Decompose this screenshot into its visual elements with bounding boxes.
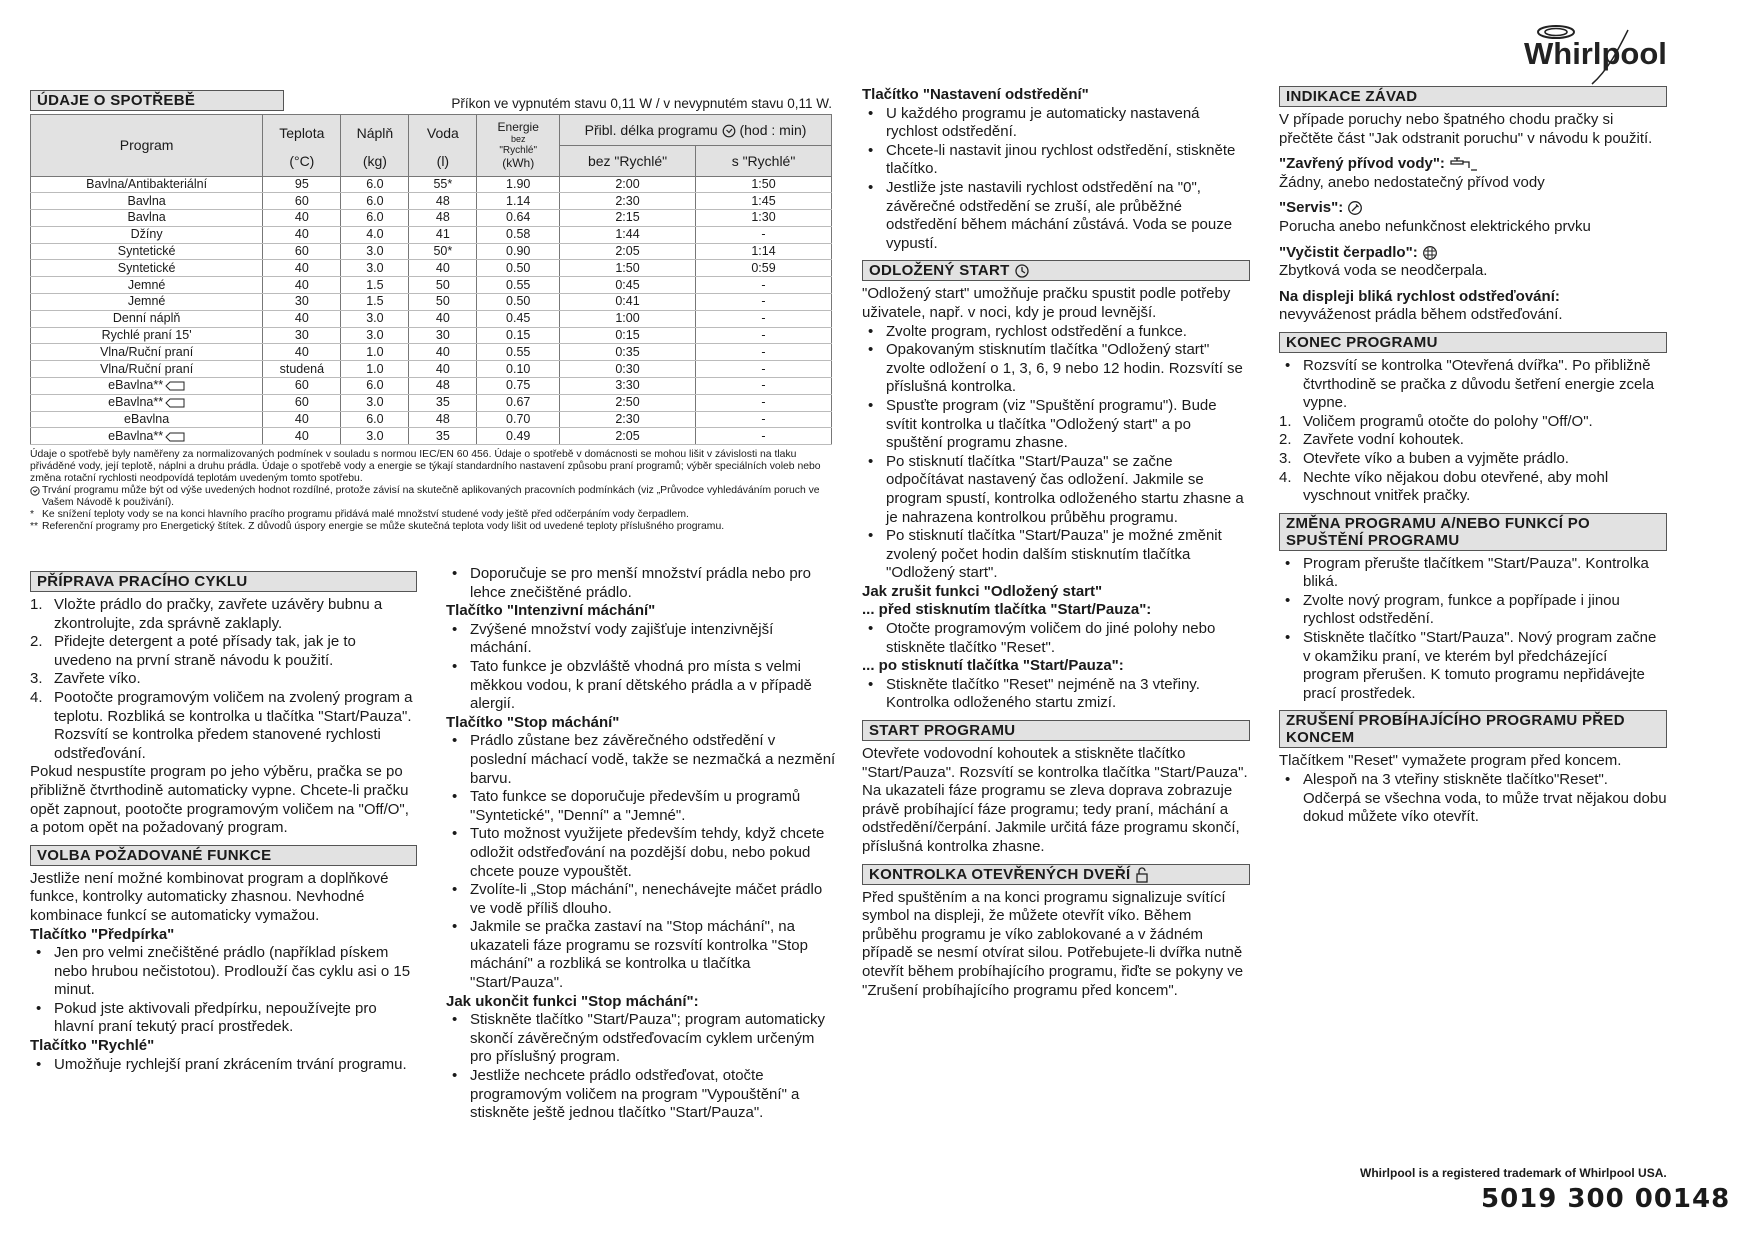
- bullet-item: • Stiskněte tlačítko "Start/Pauza". Nový program začne v okamžiku praní, ve kterém byl předcházející program přerušen. K tomuto programu nepřidávejte prací prostředek.: [1303, 629, 1667, 703]
- table-cell: 48: [409, 193, 477, 210]
- table-cell: 3.0: [341, 260, 409, 277]
- table-cell: 95: [263, 176, 341, 193]
- table-row: [31, 411, 832, 428]
- col3: [862, 86, 1250, 1000]
- table-cell: 1.90: [477, 176, 560, 193]
- volba-intro: Jestliže není možné kombinovat program a doplňkové funkce, kontrolky automaticky zhasnou. Nevhodné kombinace funkcí se automaticky vymažou.: [30, 869, 389, 924]
- rychle-list: [30, 1056, 417, 1075]
- bullet-item: • Po stisknutí tlačítka "Start/Pauza" se začne odpočítávat nastavený čas odložení. Jakmile se program spustí, kontrolka odloženého startu zhasne a je nahrazena kontrolkou průběhu programu.: [886, 453, 1250, 527]
- odstredeni-list: [862, 105, 1250, 254]
- table-cell: 0.75: [477, 378, 560, 395]
- step-number: 1.: [1279, 412, 1292, 430]
- bullet-item: • Zvolte nový program, funkce a popřípade i jinou rychlost odstředění.: [1303, 592, 1667, 629]
- table-cell: 60: [263, 243, 341, 260]
- pump-filter-icon: [1422, 245, 1438, 261]
- servis-head: "Servis":: [1279, 199, 1344, 217]
- th-without-fast: bez "Rychlé": [560, 146, 696, 177]
- table-cell: 0:59: [696, 260, 832, 277]
- table-cell: 0:15: [560, 327, 696, 344]
- table-cell: 0.45: [477, 310, 560, 327]
- table-row: [31, 210, 832, 227]
- table-cell: 0.70: [477, 411, 560, 428]
- table-cell: 40: [263, 277, 341, 294]
- door-lock-icon: [1135, 867, 1149, 883]
- table-cell: 2:50: [560, 394, 696, 411]
- table-cell: 0.55: [477, 277, 560, 294]
- table-cell: 40: [263, 411, 341, 428]
- table-cell: 40: [263, 210, 341, 227]
- note-doublestar: [30, 521, 830, 533]
- table-cell: -: [696, 344, 832, 361]
- table-cell: 1.0: [341, 361, 409, 378]
- table-cell: -: [696, 378, 832, 395]
- table-cell: 6.0: [341, 378, 409, 395]
- predpirka-list: [30, 944, 417, 1037]
- bullet-item: • Umožňuje rychlejší praní zkrácením trvání programu.: [54, 1056, 417, 1075]
- po-list: [862, 676, 1250, 713]
- stop-list: [446, 732, 836, 992]
- step-text: Přidejte detergent a poté přísady tak, jak je to uvedeno na první straně návodu k použití.: [54, 633, 356, 669]
- table-cell: -: [696, 327, 832, 344]
- table-cell: Bavlna/Antibakteriální: [31, 176, 263, 193]
- servis-text: Porucha anebo nefunkčnost elektrického prvku: [1279, 217, 1591, 235]
- konec-steps: [1279, 413, 1667, 506]
- table-cell: 50: [409, 277, 477, 294]
- th-with-fast: s "Rychlé": [696, 146, 832, 177]
- step-text: Voličem programů otočte do polohy "Off/O".: [1303, 412, 1593, 430]
- table-cell: 30: [409, 327, 477, 344]
- step-number: 4.: [30, 688, 43, 706]
- blika-head: Na displeji bliká rychlost odstřeďování:: [1279, 287, 1560, 305]
- table-cell: -: [696, 411, 832, 428]
- table-cell: 1:00: [560, 310, 696, 327]
- bullet-item: • U každého programu je automaticky nastavená rychlost odstředění.: [886, 105, 1250, 142]
- odlozeny-list: [862, 323, 1250, 583]
- bullet-item: • Program přerušte tlačítkem "Start/Pauza". Kontrolka bliká.: [1303, 555, 1667, 592]
- th-program: Program: [31, 115, 263, 177]
- table-cell: 1:50: [696, 176, 832, 193]
- rychle-head: Tlačítko "Rychlé": [30, 1037, 155, 1055]
- th-duration-unit: (hod : min): [739, 121, 807, 138]
- table-cell: 0:41: [560, 294, 696, 311]
- bullet-item: • Alespoň na 3 vteřiny stiskněte tlačítko"Reset". Odčerpá se všechna voda, to může trvat nějakou dobu dokud můžete víko otevřít.: [1303, 771, 1667, 827]
- privod-text: Žádny, anebo nedostatečný přívod vody: [1279, 173, 1545, 191]
- step-number: 3.: [30, 670, 43, 688]
- table-row: [31, 327, 832, 344]
- table-cell: 1:30: [696, 210, 832, 227]
- table-cell: 0:30: [560, 361, 696, 378]
- pred-head: ... před stisknutím tlačítka "Start/Pauza":: [862, 601, 1152, 619]
- bullet-item: • Prádlo zůstane bez závěrečného odstředění v poslední máchací vodě, takže se nezmačká a nezmění barvu.: [470, 732, 836, 788]
- table-cell: 55*: [409, 176, 477, 193]
- intenzivni-head: Tlačítko "Intenzivní máchání": [446, 602, 656, 620]
- th-load: Náplň: [341, 115, 409, 146]
- bullet-item: • Zvýšené množství vody zajišťuje intenzivnější máchání.: [470, 621, 836, 658]
- table-cell: 4.0: [341, 226, 409, 243]
- table-cell: 1:44: [560, 226, 696, 243]
- table-cell: 30: [263, 294, 341, 311]
- table-cell: Jemné: [31, 277, 263, 294]
- table-cell: 60: [263, 394, 341, 411]
- numbered-step: [30, 688, 417, 763]
- bullet-item: • Tato funkce je obzvláště vhodná pro místa s velmi měkkou vodou, k praní dětského prádla a v případě alergií.: [470, 658, 836, 714]
- th-energy-unit: (kWh): [502, 156, 535, 171]
- table-row: [31, 310, 832, 327]
- table-cell: 40: [263, 226, 341, 243]
- bullet-item: • Tuto možnost využijete především tehdy, když chcete odložit odstřeďování na pozdější dobu, nebo pokud chcete pouze vypouštět.: [470, 825, 836, 881]
- table-cell: 1.0: [341, 344, 409, 361]
- zruseni-title: ZRUŠENÍ PROBÍHAJÍCÍHO PROGRAMU PŘED KONCEM: [1279, 710, 1667, 748]
- table-cell: 6.0: [341, 411, 409, 428]
- bullet-item: • Zvolíte-li „Stop máchání", nenechávejte máčet prádlo ve vodě příliš dlouho.: [470, 881, 836, 918]
- program-name: eBavlna**: [108, 378, 164, 393]
- table-cell: 1:45: [696, 193, 832, 210]
- table-cell: -: [696, 277, 832, 294]
- table-cell: 3:30: [560, 378, 696, 395]
- eco-label-icon: [165, 432, 185, 442]
- table-cell: 40: [263, 344, 341, 361]
- bullet-item: • Pokud jste aktivovali předpírku, nepoužívejte pro hlavní praní tekutý prací prostředek.: [54, 1000, 417, 1037]
- brand-name: Whirlpool: [1524, 36, 1667, 71]
- rychle-cont-list: [446, 565, 836, 602]
- numbered-step: [30, 633, 417, 670]
- table-cell: 60: [263, 378, 341, 395]
- table-cell: 2:05: [560, 428, 696, 445]
- bullet-item: • Stiskněte tlačítko "Start/Pauza"; program automaticky skončí závěrečným odstřeďovacím cyklem určeným pro příslušný program.: [470, 1011, 836, 1067]
- konec-bullet-list: [1279, 357, 1667, 413]
- table-cell: 50: [409, 294, 477, 311]
- table-cell: 40: [263, 260, 341, 277]
- ukoncit-head: Jak ukončit funkci "Stop máchání":: [446, 992, 699, 1010]
- dvere-text: Před spuštěním a na konci programu signalizuje svítící symbol na displeji, že můžete otevřít víko. Během průběhu programu je víko zablokované a v žádném případě se nesmí otvírat silou. Potřebujete-li dvířka nutně otevřít během probíhajícího programu, řiďte se pokyny ve "Zrušení probíhajícího programu před koncem".: [862, 888, 1244, 999]
- step-text: Nechte víko nějakou dobu otevřené, aby mohl vyschnout vnitřek pračky.: [1303, 468, 1609, 505]
- th-duration: [560, 115, 832, 146]
- step-text: Zavřete víko.: [54, 670, 141, 688]
- start-text: Otevřete vodovodní kohoutek a stiskněte tlačítko "Start/Pauza". Rozsvítí se kontrolka tlačítka "Start/Pauza". Na ukazateli fáze programu se zleva doprava zobrazuje právě probíhající fáze programu; tedy praní, máchání a odstředění/čerpání. Jakmile určitá fáze programu skončí, příslušná kontrolka zhasne.: [862, 745, 1248, 855]
- table-row: [31, 277, 832, 294]
- predpirka-head: Tlačítko "Předpírka": [30, 925, 175, 943]
- pred-list: [862, 620, 1250, 657]
- table-cell: Jemné: [31, 294, 263, 311]
- bullet-item: • Stiskněte tlačítko "Reset" nejméně na 3 vteřiny. Kontrolka odloženého startu zmizí.: [886, 676, 1250, 713]
- table-cell: 0.90: [477, 243, 560, 260]
- table-cell: 0.49: [477, 428, 560, 445]
- table-cell: Vlna/Ruční praní: [31, 361, 263, 378]
- note-general: Údaje o spotřebě byly naměřeny za normalizovaných podmínek v souladu s normou IEC/EN 60 456. Údaje o spotřebě v domácnosti se mohou lišit v závislosti na tlaku přiváděné vody, její teplotě, náplni a druhu prádla. Údaje o spotřebě vody a energie se týkají standardního nastavení způsobu praní programů; výběr speciálních voleb nebo změna rotační rychlosti neodpovídá teplotám uvedeným tomto spotřebu.: [30, 449, 821, 485]
- table-row: [31, 294, 832, 311]
- consumption-notes: [30, 449, 830, 533]
- numbered-step: [1279, 412, 1667, 432]
- servis-fault: [1279, 199, 1667, 236]
- table-cell: 48: [409, 210, 477, 227]
- table-cell: Rychlé praní 15': [31, 327, 263, 344]
- indikace-intro: V případe poruchy nebo špatného chodu pračky si přečtěte část "Jak odstranit poruchu" v návodu k použití.: [1279, 111, 1653, 147]
- eco-label-icon: [165, 381, 185, 391]
- zmena-title: ZMĚNA PROGRAMU A/NEBO FUNKCÍ PO SPUŠTĚNÍ PROGRAMU: [1279, 513, 1667, 551]
- table-cell: 48: [409, 411, 477, 428]
- table-cell: Syntetické: [31, 243, 263, 260]
- table-cell: 6.0: [341, 176, 409, 193]
- bullet-item: • Tato funkce se doporučuje především u programů "Syntetické", "Denní" a "Jemné".: [470, 788, 836, 825]
- table-cell: 3.0: [341, 327, 409, 344]
- program-name: eBavlna**: [108, 428, 164, 443]
- privod-fault: [1279, 155, 1667, 192]
- bullet-item: • Zvolte program, rychlost odstředění a funkce.: [886, 323, 1250, 342]
- cerpadlo-head: "Vyčistit čerpadlo":: [1279, 243, 1418, 261]
- th-water-unit: (l): [409, 146, 477, 177]
- table-cell: Bavlna: [31, 210, 263, 227]
- table-cell: 30: [263, 327, 341, 344]
- table-cell: 60: [263, 193, 341, 210]
- step-text: Pootočte programovým voličem na zvolený program a teplotu. Rozbliká se kontrolka u tlačítka "Start/Pauza". Rozsvítí se kontrolka předem stanovené rychlosti odstřeďování.: [54, 688, 413, 762]
- table-cell: 1.5: [341, 277, 409, 294]
- note-doublestar-text: Referenční programy pro Energetický štítek. Z důvodů úspory energie se může skutečná teplota vody lišit od uvedené teploty příslušného programu.: [42, 521, 725, 533]
- numbered-step: [1279, 431, 1667, 450]
- table-cell: 35: [409, 428, 477, 445]
- bullet-item: • Doporučuje se pro menší množství prádla nebo pro lehce znečištěné prádlo.: [470, 565, 836, 602]
- table-cell: 0.50: [477, 260, 560, 277]
- table-row: [31, 260, 832, 277]
- table-row: [31, 428, 832, 445]
- zrusit-head: Jak zrušit funkci "Odložený start": [862, 582, 1103, 600]
- table-cell: 1:50: [560, 260, 696, 277]
- trademark-note: Whirlpool is a registered trademark of Whirlpool USA.: [1360, 1166, 1667, 1180]
- consumption-section: [30, 86, 836, 533]
- table-cell: -: [696, 310, 832, 327]
- step-number: 2.: [30, 633, 43, 651]
- po-head: ... po stisknutí tlačítka "Start/Pauza":: [862, 657, 1124, 675]
- zmena-list: [1279, 555, 1667, 704]
- table-cell: 6.0: [341, 210, 409, 227]
- table-cell: -: [696, 226, 832, 243]
- volba-title: VOLBA POŽADOVANÉ FUNKCE: [30, 845, 417, 866]
- step-number: 4.: [1279, 468, 1292, 486]
- table-cell: 0.67: [477, 394, 560, 411]
- numbered-step: [1279, 449, 1667, 469]
- step-text: Otevřete víko a buben a vyjměte prádlo.: [1303, 449, 1569, 467]
- bullet-item: • Chcete-li nastavit jinou rychlost odstředění, stiskněte tlačítko.: [886, 142, 1250, 179]
- table-cell: 1.5: [341, 294, 409, 311]
- step-text: Vložte prádlo do pračky, zavřete uzávěry bubnu a zkontrolujte, zda správně zaklaply.: [54, 596, 383, 632]
- table-row: [31, 344, 832, 361]
- table-cell: Syntetické: [31, 260, 263, 277]
- table-cell: [31, 428, 263, 445]
- table-row: [31, 176, 832, 193]
- consumption-table-body: [31, 176, 832, 445]
- th-energy-bez: bez: [510, 134, 526, 145]
- table-cell: studená: [263, 361, 341, 378]
- intenzivni-list: [446, 621, 836, 714]
- numbered-step: [1279, 468, 1667, 506]
- bullet-item: • Otočte programovým voličem do jiné polohy nebo stiskněte tlačítko "Reset".: [886, 620, 1250, 657]
- table-cell: 0.15: [477, 327, 560, 344]
- table-cell: 40: [409, 310, 477, 327]
- table-cell: eBavlna: [31, 411, 263, 428]
- priprava-title: PŘÍPRAVA PRACÍHO CYKLU: [30, 571, 417, 592]
- table-cell: Vlna/Ruční praní: [31, 344, 263, 361]
- table-cell: Džíny: [31, 226, 263, 243]
- table-cell: -: [696, 361, 832, 378]
- table-cell: 0.64: [477, 210, 560, 227]
- eco-label-icon: [165, 398, 185, 408]
- bullet-item: • Spusťte program (viz "Spuštění programu"). Bude svítit kontrolka u tlačítka "Odložený start" a po spuštění programu zhasne.: [886, 397, 1250, 453]
- table-cell: 3.0: [341, 394, 409, 411]
- table-cell: 6.0: [341, 193, 409, 210]
- dvere-title-text: KONTROLKA OTEVŘENÝCH DVEŘÍ: [869, 865, 1131, 883]
- table-row: [31, 243, 832, 260]
- table-cell: 40: [409, 260, 477, 277]
- delay-start-icon: [1014, 263, 1030, 279]
- table-cell: 2:15: [560, 210, 696, 227]
- step-number: 2.: [1279, 431, 1292, 449]
- bullet-item: • Jestliže nechcete prádlo odstřeďovat, otočte programovým voličem na program "Vypouštění" a stiskněte ještě jednou tlačítko "Start/Pauza".: [470, 1067, 836, 1123]
- clock-icon: [722, 124, 736, 138]
- table-cell: 41: [409, 226, 477, 243]
- whirlpool-logo: [1522, 22, 1670, 88]
- zruseni-list: [1279, 771, 1667, 827]
- table-row: [31, 226, 832, 243]
- numbered-step: [30, 670, 417, 689]
- table-cell: Bavlna: [31, 193, 263, 210]
- step-number: 3.: [1279, 449, 1292, 467]
- privod-head: "Zavřený přívod vody":: [1279, 155, 1445, 173]
- odstredeni-head: Tlačítko "Nastavení odstředění": [862, 86, 1089, 103]
- numbered-step: [30, 596, 417, 633]
- th-load-unit: (kg): [341, 146, 409, 177]
- table-cell: 1.14: [477, 193, 560, 210]
- table-cell: 40: [409, 361, 477, 378]
- th-temp: Teplota: [263, 115, 341, 146]
- table-cell: 2:05: [560, 243, 696, 260]
- cerpadlo-fault: [1279, 244, 1667, 281]
- table-cell: 0.55: [477, 344, 560, 361]
- note-doublestar-mark: **: [30, 521, 39, 533]
- konec-title: KONEC PROGRAMU: [1279, 332, 1667, 353]
- bullet-item: • Jakmile se pračka zastaví na "Stop máchání", na ukazateli fáze programu se rozsvítí kontrolka "Stop máchání" a rozbliká se kontrolka u tlačítka "Start/Pauza".: [470, 918, 836, 992]
- odlozeny-intro: "Odložený start" umožňuje pračku spustit podle potřeby uživatele, např. v noci, kdy je proud levnější.: [862, 285, 1231, 321]
- start-title: START PROGRAMU: [862, 720, 1250, 741]
- note-duration-text: Trvání programu může být od výše uvedených hodnot rozdílné, protože závisí na skutečně aplikovaných pracovních podmínkách (viz „Průvodce vyhledáváním poruch ve Vašem Návodě k použivání).: [42, 485, 820, 509]
- table-cell: 3.0: [341, 428, 409, 445]
- odlozeny-title-text: ODLOŽENÝ START: [869, 262, 1010, 280]
- water-tap-icon: [1449, 156, 1479, 172]
- table-cell: 0.50: [477, 294, 560, 311]
- col1-lower: [30, 571, 417, 1074]
- note-duration: [30, 485, 830, 509]
- table-cell: 2:30: [560, 411, 696, 428]
- table-cell: 2:30: [560, 193, 696, 210]
- indikace-title: INDIKACE ZÁVAD: [1279, 86, 1667, 107]
- cerpadlo-text: Zbytková voda se neodčerpala.: [1279, 262, 1488, 280]
- bullet-item: • Jestliže jste nastavili rychlost odstředění na "0", závěrečné odstředění se zruší, ale průběžné odstředění během máchání zůstává. Voda se pouze vypustí.: [886, 179, 1250, 253]
- table-cell: 40: [263, 310, 341, 327]
- col2: [446, 565, 836, 1123]
- table-cell: 0:35: [560, 344, 696, 361]
- service-icon: [1347, 200, 1363, 216]
- table-cell: 0.10: [477, 361, 560, 378]
- table-cell: 3.0: [341, 310, 409, 327]
- consumption-title: ÚDAJE O SPOTŘEBĚ: [30, 90, 284, 111]
- table-cell: 2:00: [560, 176, 696, 193]
- table-row: [31, 378, 832, 395]
- blika-text: nevyváženost prádla během odstřeďování.: [1279, 306, 1563, 324]
- th-temp-unit: (°C): [263, 146, 341, 177]
- table-cell: -: [696, 394, 832, 411]
- bullet-item: • Po stisknutí tlačítka "Start/Pauza" je možné změnit zvolený počet hodin dalším stisknutím tlačítka "Odložený start".: [886, 527, 1250, 583]
- table-cell: 40: [263, 428, 341, 445]
- odlozeny-title: [862, 260, 1250, 281]
- consumption-table: [30, 114, 832, 445]
- table-row: [31, 193, 832, 210]
- table-cell: 3.0: [341, 243, 409, 260]
- note-star-mark: *: [30, 509, 35, 521]
- table-cell: 48: [409, 378, 477, 395]
- th-energy: [477, 115, 560, 177]
- th-water: Voda: [409, 115, 477, 146]
- note-star-text: Ke snížení teploty vody se na konci hlavního pracího programu přidává malé množství studené vody ještě před odčerpáním vody čerpadlem.: [42, 509, 689, 521]
- program-name: eBavlna**: [108, 395, 164, 410]
- th-duration-label: Přibl. délka programu: [584, 121, 718, 138]
- priprava-after: Pokud nespustíte program po jeho výběru, pračka se po přibližně čtvrthodině automaticky vypne. Chcete-li pračku opět zapnout, pootočte programovým voličem na "Off/O", a potom opět na požadovaný program.: [30, 763, 409, 837]
- step-text: Zavřete vodní kohoutek.: [1303, 431, 1464, 449]
- clock-small-icon: [30, 486, 40, 496]
- table-cell: -: [696, 294, 832, 311]
- table-row: [31, 394, 832, 411]
- table-cell: [31, 394, 263, 411]
- power-note: Příkon ve vypnutém stavu 0,11 W / v nevypnutém stavu 0,11 W.: [451, 96, 832, 111]
- step-number: 1.: [30, 596, 43, 613]
- table-cell: 0:45: [560, 277, 696, 294]
- table-cell: 0.58: [477, 226, 560, 243]
- bullet-item: • Jen pro velmi znečištěné prádlo (například pískem nebo hrubou nečistotou). Prodlouží čas cyklu asi o 15 minut.: [54, 944, 417, 1000]
- col4: [1279, 86, 1667, 827]
- table-cell: Denní náplň: [31, 310, 263, 327]
- stop-head: Tlačítko "Stop máchání": [446, 713, 620, 731]
- th-energy-label: Energie: [497, 120, 539, 135]
- bullet-item: • Opakovaným stisknutím tlačítka "Odložený start" zvolte odložení o 1, 3, 6, 9 nebo 12 hodin. Rozsvítí se příslušná kontrolka.: [886, 341, 1250, 397]
- note-star: [30, 509, 830, 521]
- table-cell: 50*: [409, 243, 477, 260]
- ukoncit-list: [446, 1011, 836, 1123]
- konec-bullet: • Rozsvítí se kontrolka "Otevřená dvířka". Po přibližně čtvrthodině se pračka z důvodu šetření energie zcela vypne.: [1303, 357, 1667, 413]
- table-cell: 35: [409, 394, 477, 411]
- table-cell: 40: [409, 344, 477, 361]
- table-cell: [31, 378, 263, 395]
- table-cell: 1:14: [696, 243, 832, 260]
- document-code: 5019 300 00148: [1481, 1184, 1731, 1214]
- zruseni-intro: Tlačítkem "Reset" vymažete program před koncem.: [1279, 752, 1622, 770]
- table-cell: -: [696, 428, 832, 445]
- table-row: [31, 361, 832, 378]
- dvere-title: [862, 864, 1250, 885]
- priprava-steps: [30, 596, 417, 763]
- th-energy-rychle: "Rychlé": [499, 145, 538, 157]
